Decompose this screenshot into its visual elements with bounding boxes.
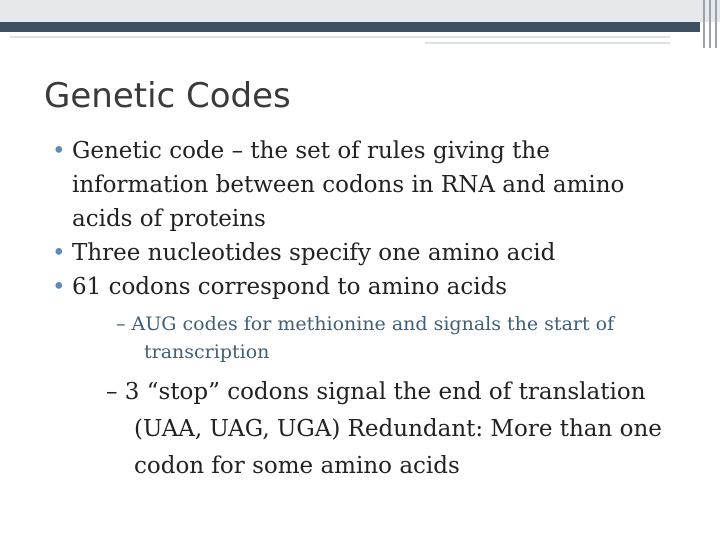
header-divider-line [10, 36, 670, 38]
sub-bullet-aug: – AUG codes for methionine and signals the start of transcription [116, 313, 615, 363]
header-band [0, 0, 720, 22]
sub-bullet-stop-codons: – 3 “stop” codons signal the end of translation (UAA, UAG, UGA) Redundant: More than one codon for some amino acids [106, 379, 662, 479]
bullet-genetic-code: • Genetic code – the set of rules giving the information between codons in RNA and amino acids of proteins [52, 134, 692, 236]
bullet-three-nucleotides: • Three nucleotides specify one amino acid [52, 236, 692, 270]
header-divider-line-short [425, 42, 670, 44]
header-accent-bar [0, 22, 700, 32]
bullet-61-codons: • 61 codons correspond to amino acids [52, 270, 692, 304]
bullet-list [52, 134, 692, 485]
header-corner-decoration [700, 0, 720, 48]
slide-title: Genetic Codes [44, 76, 291, 116]
